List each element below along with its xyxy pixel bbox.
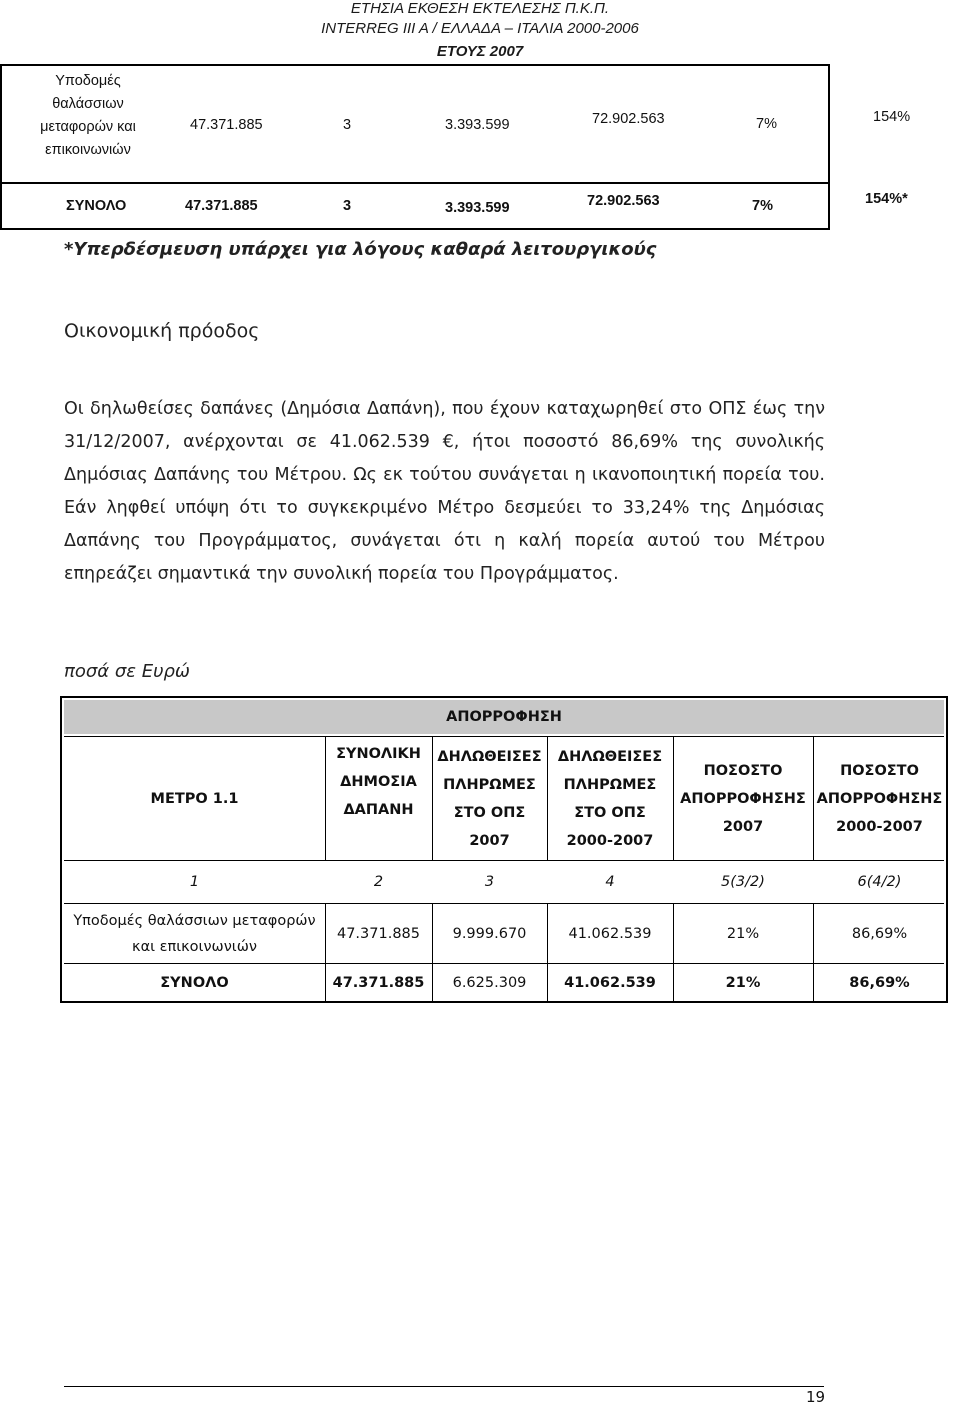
total-contracts: 72.902.563 [587, 193, 660, 209]
program-title: INTERREG III A / ΕΛΛΑΔΑ – ΙΤΑΛΙΑ 2000-2006 [321, 20, 639, 37]
row1-absorption-2007: 21% [726, 925, 760, 942]
col-number-5: 5(3/2) [721, 874, 765, 890]
col-number-6: 6(4/2) [857, 874, 902, 890]
cell-count: 3 [343, 117, 352, 133]
cell-percent-b: 154% [873, 109, 911, 125]
row-label-total: ΣΥΝΟΛΟ [160, 974, 229, 991]
amounts-label: ποσά σε Ευρώ [64, 661, 190, 682]
footer-divider [64, 1386, 824, 1387]
total-commitments: 3.393.599 [445, 200, 510, 216]
row-label-infrastructure: Υποδομές θαλάσσιων μεταφορών και επικοινωνιών [73, 912, 316, 955]
cell-contracts: 72.902.563 [592, 111, 665, 127]
total-absorption-2000-2007: 86,69% [849, 974, 910, 991]
report-year: ΕΤΟΥΣ 2007 [436, 43, 524, 60]
total-percent-b: 154%* [865, 191, 908, 207]
header-total-public: ΣΥΝΟΛΙΚΗ ΔΗΜΟΣΙΑ ΔΑΠΑΝΗ [336, 746, 421, 818]
row1-total-public: 47.371.885 [336, 925, 421, 942]
page-number: 19 [806, 1388, 826, 1406]
header-absorption-2007: ΠΟΣΟΣΤΟ ΑΠΟΡΡΟΦΗΣΗΣ 2007 [680, 762, 806, 835]
header-declared-2000-2007: ΔΗΛΩΘΕΙΣΕΣ ΠΛΗΡΩΜΕΣ ΣΤΟ ΟΠΣ 2000-2007 [557, 748, 663, 849]
header-absorption-2000-2007: ΠΟΣΟΣΤΟ ΑΠΟΡΡΟΦΗΣΗΣ 2000-2007 [816, 762, 943, 835]
total-declared-2007: 6.625.309 [452, 974, 527, 991]
total-public: 47.371.885 [332, 974, 425, 991]
total-declared-2000-2007: 41.062.539 [564, 974, 656, 991]
header-measure: ΜΕΤΡΟ 1.1 [150, 790, 239, 807]
row1-declared-2000-2007: 41.062.539 [568, 925, 652, 942]
total-percent-a: 7% [752, 198, 773, 214]
row-label-infrastructure: Υποδομές θαλάσσιων μεταφορών και επικοινωνιών [40, 73, 136, 158]
total-budget: 47.371.885 [185, 198, 258, 214]
row1-declared-2007: 9.999.670 [452, 925, 527, 942]
total-absorption-2007: 21% [725, 974, 761, 991]
cell-budget: 47.371.885 [190, 117, 263, 133]
cell-commitments: 3.393.599 [445, 117, 510, 133]
section-title: Οικονομική πρόοδος [64, 320, 260, 342]
cell-percent-a: 7% [756, 116, 777, 132]
col-number-4: 4 [605, 874, 615, 890]
progress-paragraph: Οι δηλωθείσες δαπάνες (Δημόσια Δαπάνη), που έχουν καταχωρηθεί στο ΟΠΣ έως την 31/12/2007, ανέρχονται σε 41.062.539 €, ήτοι ποσοστό 86,69% της συνολικής Δημόσιας Δαπάνης του Μέτρου. Ως εκ τούτου συνάγεται η ικανοποιητική πορεία του. Εάν ληφθεί υπόψη ότι το συγκεκριμένο Μέτρο δεσμεύει το 33,24% της Δημόσιας Δαπάνης του Προγράμματος, συνάγεται ότι η καλή πορεία αυτού του Μέτρου επηρεάζει σημαντικά την συνολική πορεία του Προγράμματος. [64, 399, 825, 584]
report-title: ΕΤΗΣΙΑ ΕΚΘΕΣΗ ΕΚΤΕΛΕΣΗΣ Π.Κ.Π. [350, 0, 610, 17]
row1-absorption-2000-2007: 86,69% [851, 925, 908, 942]
total-count: 3 [343, 198, 352, 214]
col-number-3: 3 [484, 874, 495, 890]
header-declared-2007: ΔΗΛΩΘΕΙΣΕΣ ΠΛΗΡΩΜΕΣ ΣΤΟ ΟΠΣ 2007 [437, 748, 542, 849]
col-number-2: 2 [373, 874, 384, 890]
overcommitment-note: *Υπερδέσμευση υπάρχει για λόγους καθαρά λειτουργικούς [64, 239, 657, 260]
absorption-title: ΑΠΟΡΡΟΦΗΣΗ [446, 709, 562, 725]
total-label: ΣΥΝΟΛΟ [66, 198, 127, 214]
col-number-1: 1 [189, 874, 200, 890]
